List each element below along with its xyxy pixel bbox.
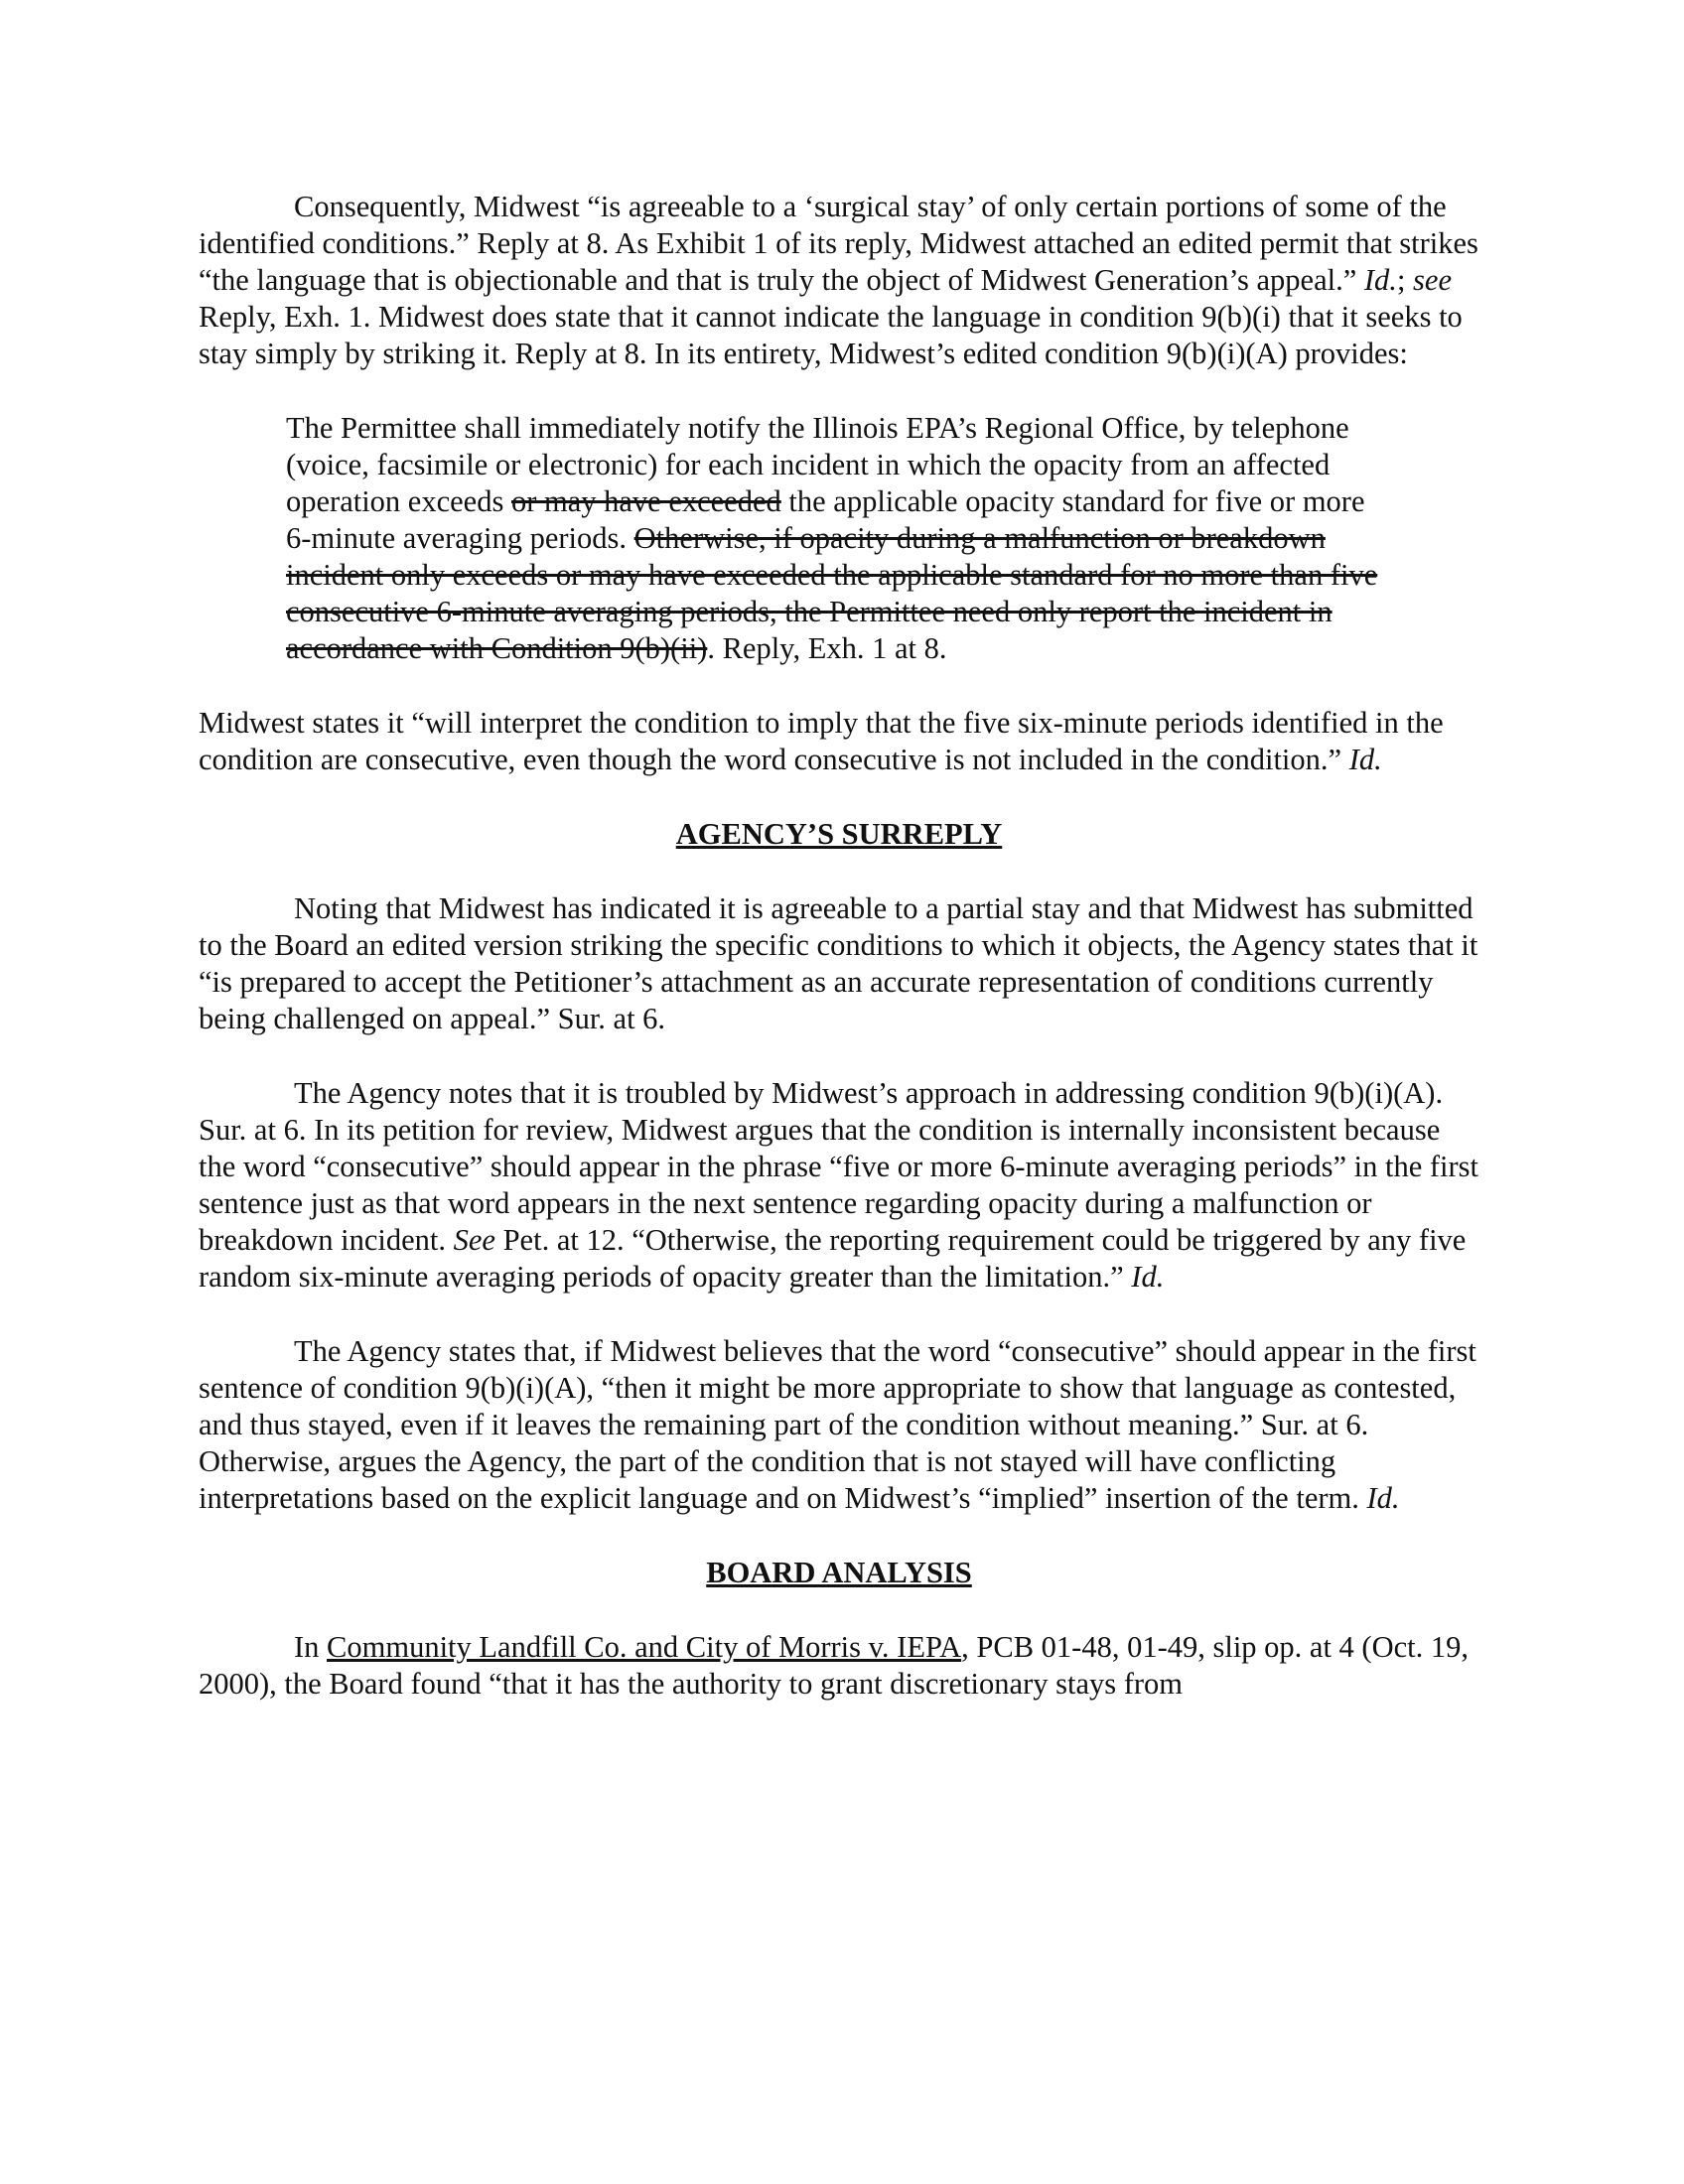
text: Pet. at 12. “Otherwise, the reporting requirement could be triggered by any five random six-minute averaging periods of opacity greater than the limitation.” [199,1223,1467,1294]
signal-see: See [453,1223,495,1257]
text: The Agency states that, if Midwest believes that the word “consecutive” should appear in the first sentence of condition 9(b)(i)(A), “then it might be more appropriate to show that language as contested, and thus stayed, even if it leaves the remaining part of the condition without meaning.” Sur. at 6. Otherwise, argues the Agency, the part of the condition that is not stayed will have conflicting interpretations based on the explicit language and on Midwest’s “implied” insertion of the term. [199,1334,1476,1515]
case-name: Community Landfill Co. and City of Morris v. IEPA [327,1630,962,1664]
paragraph-agency-troubled [199,1075,1479,1296]
citation-id: Id. [1348,743,1382,776]
struck-text: or may have exceeded [510,484,781,518]
signal-see: see [1413,263,1452,297]
document-page [199,189,1479,1703]
paragraph-interpretation [199,705,1479,778]
text: ; [1396,263,1414,297]
text: , PCB 01-48, 01-49, slip op. at 4 (Oct. 19, 2000), the Board found “that it has the authority to grant discretionary stays from [199,1630,1470,1701]
struck-text: Otherwise, if opacity during a malfunction or breakdown incident only exceeds or may have exceeded the applicable standard for no more than five consecutive 6-minute averaging periods, the Permittee need only report the incident in accordance with Condition 9(b)(ii) [286,521,1378,665]
section-heading-board-analysis: BOARD ANALYSIS [706,1556,972,1589]
block-quote-condition [286,410,1380,667]
text: . Reply, Exh. 1 at 8. [707,631,947,665]
paragraph-surgical-stay [199,189,1479,372]
text: Midwest states it “will interpret the condition to imply that the five six-minute periods identified in the condition are consecutive, even though the word consecutive is not included in the condition.” [199,706,1444,776]
paragraph-board-analysis [199,1629,1479,1703]
text: The Agency notes that it is troubled by Midwest’s approach in addressing condition 9(b)(i)(A). Sur. at 6. In its petition for review, Midwest argues that the condition is internally inconsistent because the word “consecutive” should appear in the phrase “five or more 6-minute averaging periods” in the first sentence just as that word appears in the next sentence regarding opacity during a malfunction or breakdown incident. [199,1076,1479,1257]
text: The Permittee shall immediately notify the Illinois EPA’s Regional Office, by telephone (voice, facsimile or electronic) for each incident in which the opacity from an affected operation exceeds [286,411,1349,518]
citation-id: Id. [1363,263,1397,297]
text: In [294,1630,328,1664]
text: Consequently, Midwest “is agreeable to a ‘surgical stay’ of only certain portions of some of the identified conditions.” Reply at 8. As Exhibit 1 of its reply, Midwest attached an edited permit that strikes “the language that is objectionable and that is truly the object of Midwest Generation’s appeal.” [199,190,1478,297]
text: Reply, Exh. 1. Midwest does state that it cannot indicate the language in condition 9(b)(i) that it seeks to stay simply by striking it. Reply at 8. In its entirety, Midwest’s edited condition 9(b)(i)(A) provides: [199,300,1463,370]
paragraph-agency-consecutive [199,1333,1479,1517]
paragraph-agency-accept: Noting that Midwest has indicated it is agreeable to a partial stay and that Midwest has submitted to the Board an edited version striking the specific conditions to which it objects, the Agency states that it “is prepared to accept the Petitioner’s attachment as an accurate representation of conditions currently being challenged on appeal.” Sur. at 6. [199,891,1478,1035]
text: the applicable opacity standard for five or more 6-minute averaging periods. [286,484,1365,555]
citation-id: Id. [1366,1481,1400,1515]
section-heading-agency-surreply: AGENCY’S SURREPLY [675,817,1003,851]
citation-id: Id. [1131,1260,1165,1294]
